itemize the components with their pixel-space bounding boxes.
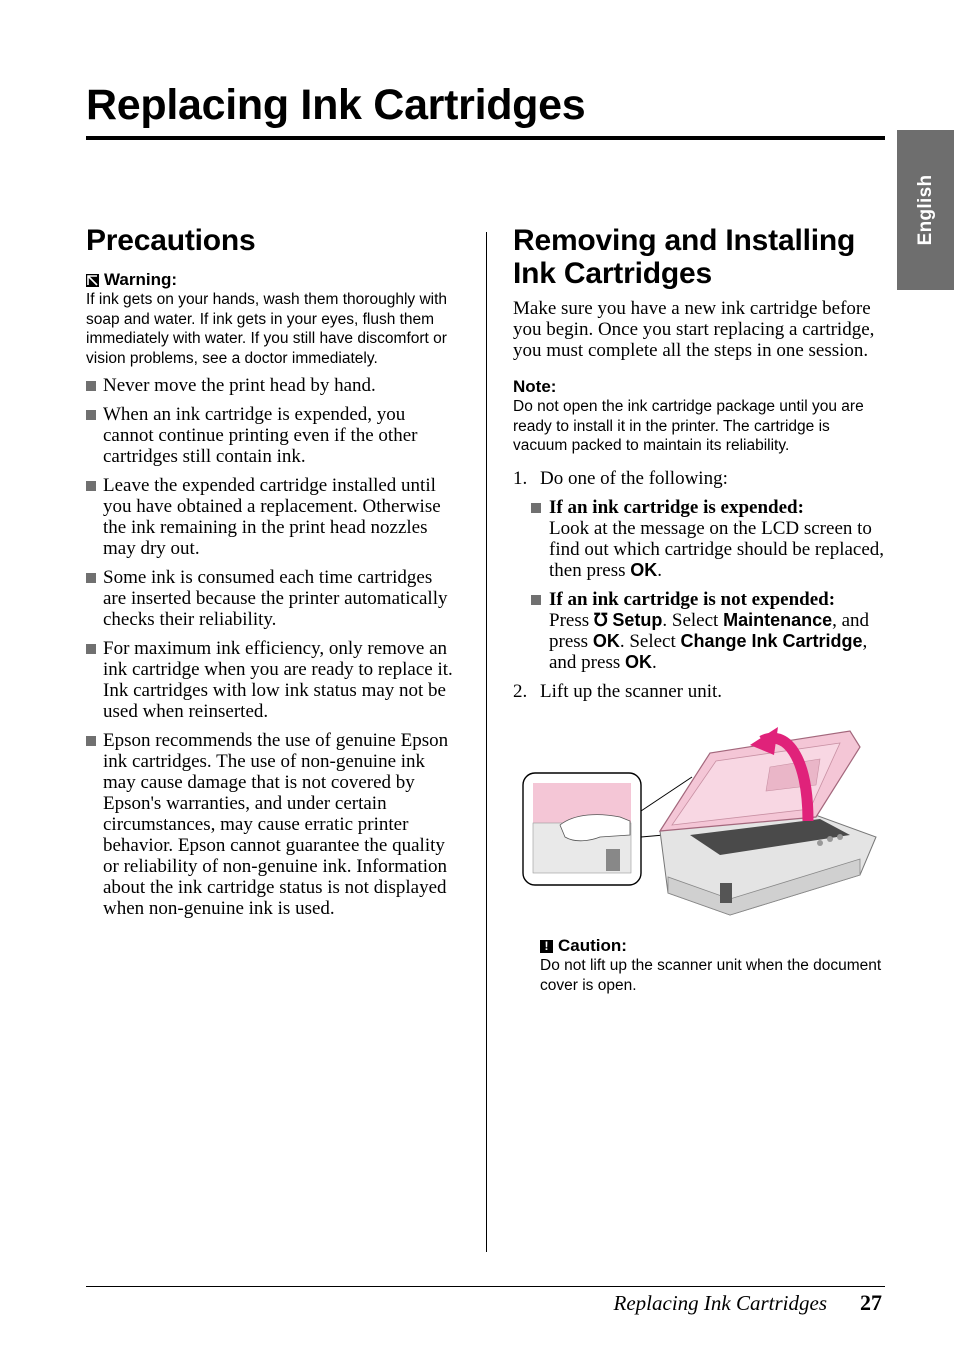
precautions-heading: Precautions [86,224,256,257]
precautions-section [86,224,458,927]
step-1-text: Do one of the following: [540,467,728,489]
option-expended-title: If an ink cartridge is expended: [549,496,804,518]
ok-button-ref: OK [592,630,620,651]
option-not-expended-title: If an ink cartridge is not expended: [549,588,836,610]
printer-illustration [520,725,882,923]
ok-button-ref: OK [624,651,652,672]
page-title: Replacing Ink Cartridges [86,81,586,129]
precautions-list [86,375,458,919]
page-number: 27 [860,1290,882,1315]
bullet-square-icon [86,410,96,420]
warning-label-text: Warning: [104,270,178,289]
step-1 [513,468,885,489]
maintenance-menu-ref: Maintenance [723,609,833,630]
warning-text: If ink gets on your hands, wash them thoroughly with soap and water. If ink gets in your eyes, flush them immediately with water. If you still have discomfort or vision problems, see a doctor immediately. [86,291,448,367]
caution-label-text: Caution: [558,936,627,955]
hand-inset-image [523,773,641,885]
note-box [513,377,885,456]
intro-paragraph: Make sure you have a new ink cartridge before you begin. Once you start replacing a cartridge, you must complete all the steps in one session. [513,298,875,361]
bullet-square-icon [86,573,96,583]
setup-icon: ℧ [593,609,608,630]
step-1-options [513,497,885,673]
step-2-number: 2. [513,680,528,702]
column-divider [486,232,487,1252]
setup-button-ref: Setup [612,609,663,630]
bullet-square-icon [86,481,96,491]
list-item: When an ink cartridge is expended, you cannot continue printing even if the other cartridges still contain ink. [86,404,458,467]
footer-section-title: Replacing Ink Cartridges [613,1291,827,1315]
bullet-square-icon [531,595,541,605]
step-2-text: Lift up the scanner unit. [540,680,723,702]
caution-icon: ! [540,940,553,953]
list-item: Epson recommends the use of genuine Epson ink cartridges. The use of non-genuine ink may cause damage that is not covered by Epson's warranties, and under certain circumstances, may cause erratic printer behavior. Epson cannot guarantee the quality or reliability of non-genuine ink. Information about the ink cartridge status is not displayed when non-genuine ink is used. [86,730,458,919]
list-item: Some ink is consumed each time cartridges are inserted because the printer automatically checks their reliability. [86,567,458,630]
bullet-square-icon [86,644,96,654]
language-tab [897,130,954,290]
step-1-number: 1. [513,467,528,489]
list-item: If an ink cartridge is not expended: Press ℧ Setup. Select Maintenance, and press OK. Select Change Ink Cartridge, and press OK. [531,589,885,673]
list-item: Leave the expended cartridge installed until you have obtained a replacement. Otherwise the ink remaining in the print head nozzles may dry out. [86,475,458,559]
language-tab-label: English [914,174,936,246]
change-ink-cartridge-ref: Change Ink Cartridge [680,630,863,651]
caution-label [540,936,885,956]
warning-box [86,270,458,368]
note-text: Do not open the ink cartridge package until you are ready to install it in the printer. The cartridge is vacuum packed to maintain its reliability. [513,398,864,454]
warning-label [86,270,458,290]
list-item: For maximum ink efficiency, only remove an ink cartridge when you are ready to replace it. Ink cartridges with low ink status may not be used when reinserted. [86,638,458,722]
list-item: If an ink cartridge is expended: Look at the message on the LCD screen to find out which cartridge should be replaced, then press OK. [531,497,885,581]
caution-box [540,936,885,995]
note-label: Note: [513,377,557,396]
title-rule [86,136,885,140]
bullet-square-icon [86,736,96,746]
caution-text: Do not lift up the scanner unit when the document cover is open. [540,957,882,994]
removing-heading: Removing and Installing Ink Cartridges [513,224,856,290]
ok-button-ref: OK [630,559,658,580]
removing-installing-section [513,224,885,702]
warning-icon [86,274,99,287]
step-2 [513,681,885,702]
footer-rule [86,1286,885,1287]
bullet-square-icon [86,381,96,391]
list-item: Never move the print head by hand. [86,375,458,396]
bullet-square-icon [531,503,541,513]
